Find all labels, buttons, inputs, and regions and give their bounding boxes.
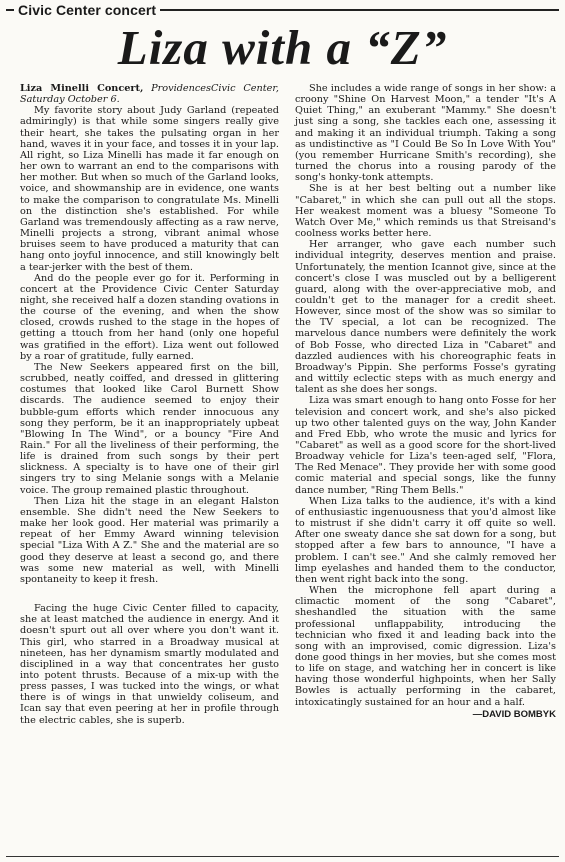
- article-paragraph: Liza was smart enough to hang onto Fosse for her television and concert work, and she's also picked up two other talented guys on the way, John Kander and Fred Ebb, who wrote the music and lyrics for "Cabaret" as well as a good score for the short-lived Broadway vehicle for Liza's teen-aged self, "Flora, The Red Menace". They provide her with some good comic material and special songs, like the funny dance number, "Ring Them Bells.": [295, 395, 556, 496]
- article-headline: Liza with a “Z”: [117, 20, 448, 75]
- section-kicker: Civic Center concert: [14, 2, 160, 18]
- article-paragraph: When the microphone fell apart during a climactic moment of the song "Cabaret", sheshandled the situation with the same professional unflappability, introducing the technician who fixed it and leading back into the song with an improvised, comic digression. Liza's done good things in her movies, but she comes most to life on stage, and watching her in concert is like having those wonderful highpoints, when her Sally Bowles is actually performing in the cabaret, intoxicatingly sustained for an hour and a half.: [295, 585, 556, 708]
- credit-venue: ProvidencesCivic Center, Saturday October 6.: [20, 83, 279, 106]
- article-column-left: [20, 83, 279, 726]
- article-paragraph: Then Liza hit the stage in an elegant Halston ensemble. She didn't need the New Seekers to make her look good. Her material was primarily a repeat of her Emmy Award winning television special "Liza With A Z." She and the material are so good they deserve at least a second go, and there was some new material as well, with Minelli spontaneity to keep it fresh.: [20, 495, 279, 585]
- article-paragraph: She includes a wide range of songs in her show: a croony "Shine On Harvest Moon," a tender "It's A Quiet Thing," an exuberant "Mammy." She doesn't just sing a song, she tackles each one, assessing it and making it an individual triumph. Taking a song as undistinctive as "I Could Be So In Love With You" (you remember Hurricane Smith's recording), she turned the chorus into a rousing parody of the song's honky-tonk attempts.: [295, 83, 556, 184]
- bottom-rule: [6, 856, 559, 857]
- article-paragraph: My favorite story about Judy Garland (repeated admiringly) is that while some singers really give their heart, she takes the pulsating organ in her hand, waves it in your face, and tosses it in your lap. All right, so Liza Minelli has made it far enough on her own to warrant an end to the comparisons with her mother. But when so much of the Garland looks, voice, and showmanship are in evidence, one wants to make the comparison to congratulate Ms. Minelli on the distinction she's established. For while Garland was tremendously affecting as a raw nerve, Minelli projects a strong, vibrant animal whose bruises seem to have produced a maturity that can hang onto joyful innocence, and still knowingly belt a tear-jerker with the best of them.: [20, 105, 280, 273]
- credit-title: Liza Minelli Concert,: [20, 83, 144, 94]
- article-paragraph: She is at her best belting out a number like "Cabaret," in which she can pull out all the stops. Her weakest moment was a bluesy "Someone To Watch Over Me," which reminds us that Streisand's coolness works better here.: [295, 183, 556, 240]
- article-paragraph: Facing the huge Civic Center filled to capacity, she at least matched the audience in energy. And it doesn't spurt out all over where you don't want it. This girl, who starred in a Broadway musical at nineteen, has her dynamism smartly modulated and disciplined in a way that concentrates her gusto into potent thrusts. Because of a mix-up with the press passes, I was tucked into the wings, or what there is of wings in that unwieldy coliseum, and Ican say that even peering at her in profile through the electric cables, she is superb.: [20, 603, 279, 726]
- article-column-right: [295, 83, 556, 720]
- section-header: [6, 2, 559, 18]
- author-byline: —DAVID BOMBYK: [472, 708, 556, 720]
- article-paragraph: And do the people ever go for it. Performing in concert at the Providence Civic Center Saturday night, she received half a dozen standing ovations in the course of the evening, and when the show closed, crowds rushed to the stage in the hopes of getting a ttouch from her hand (only one hopeful was gratified in the effort). Liza went out followed by a roar of gratitude, fully earned.: [20, 272, 280, 362]
- article-paragraph: The New Seekers appeared first on the bill, scrubbed, neatly coiffed, and dressed in glittering costumes that looked like Carol Burnett Show discards. The audience seemed to enjoy their bubble-gum efforts which render innocuous any song they perform, be it an inappropriately upbeat "Blowing In The Wind", or a bouncy "Fire And Rain." For all the liveliness of their performing, the life is drained from such songs by their pert slickness. A specialty is to have one of their girl singers try to sing Melanie songs with a Melanie voice. The group remained plastic throughout.: [20, 361, 279, 496]
- review-credit-line: [20, 83, 279, 105]
- article-paragraph: Her arranger, who gave each number such individual integrity, deserves mention and praise. Unfortunately, the mention Icannot give, since at the concert's close I was muscled out by a belligerent guard, along with the over-appreciative mob, and couldn't get to the manager for a credit sheet. However, since most of the show was so similar to the TV special, a lot can be recognized. The marvelous dance numbers were definitely the work of Bob Fosse, who directed Liza in "Cabaret" and dazzled audiences with his choreographic feats in Broadway's Pippin. She performs Fosse's gyrating and wittily eclectic steps with as much energy and talent as she does her songs.: [295, 239, 556, 396]
- article-paragraph: When Liza talks to the audience, it's with a kind of enthusiastic ingenuousness that you'd almost like to mistrust if she didn't carry it off quite so well. After one sweaty dance she sat down for a song, but stopped after a few bars to announce, "I have a problem. I can't see." And she calmly removed her limp eyelashes and handed them to the conductor, then went right back into the song.: [295, 495, 556, 585]
